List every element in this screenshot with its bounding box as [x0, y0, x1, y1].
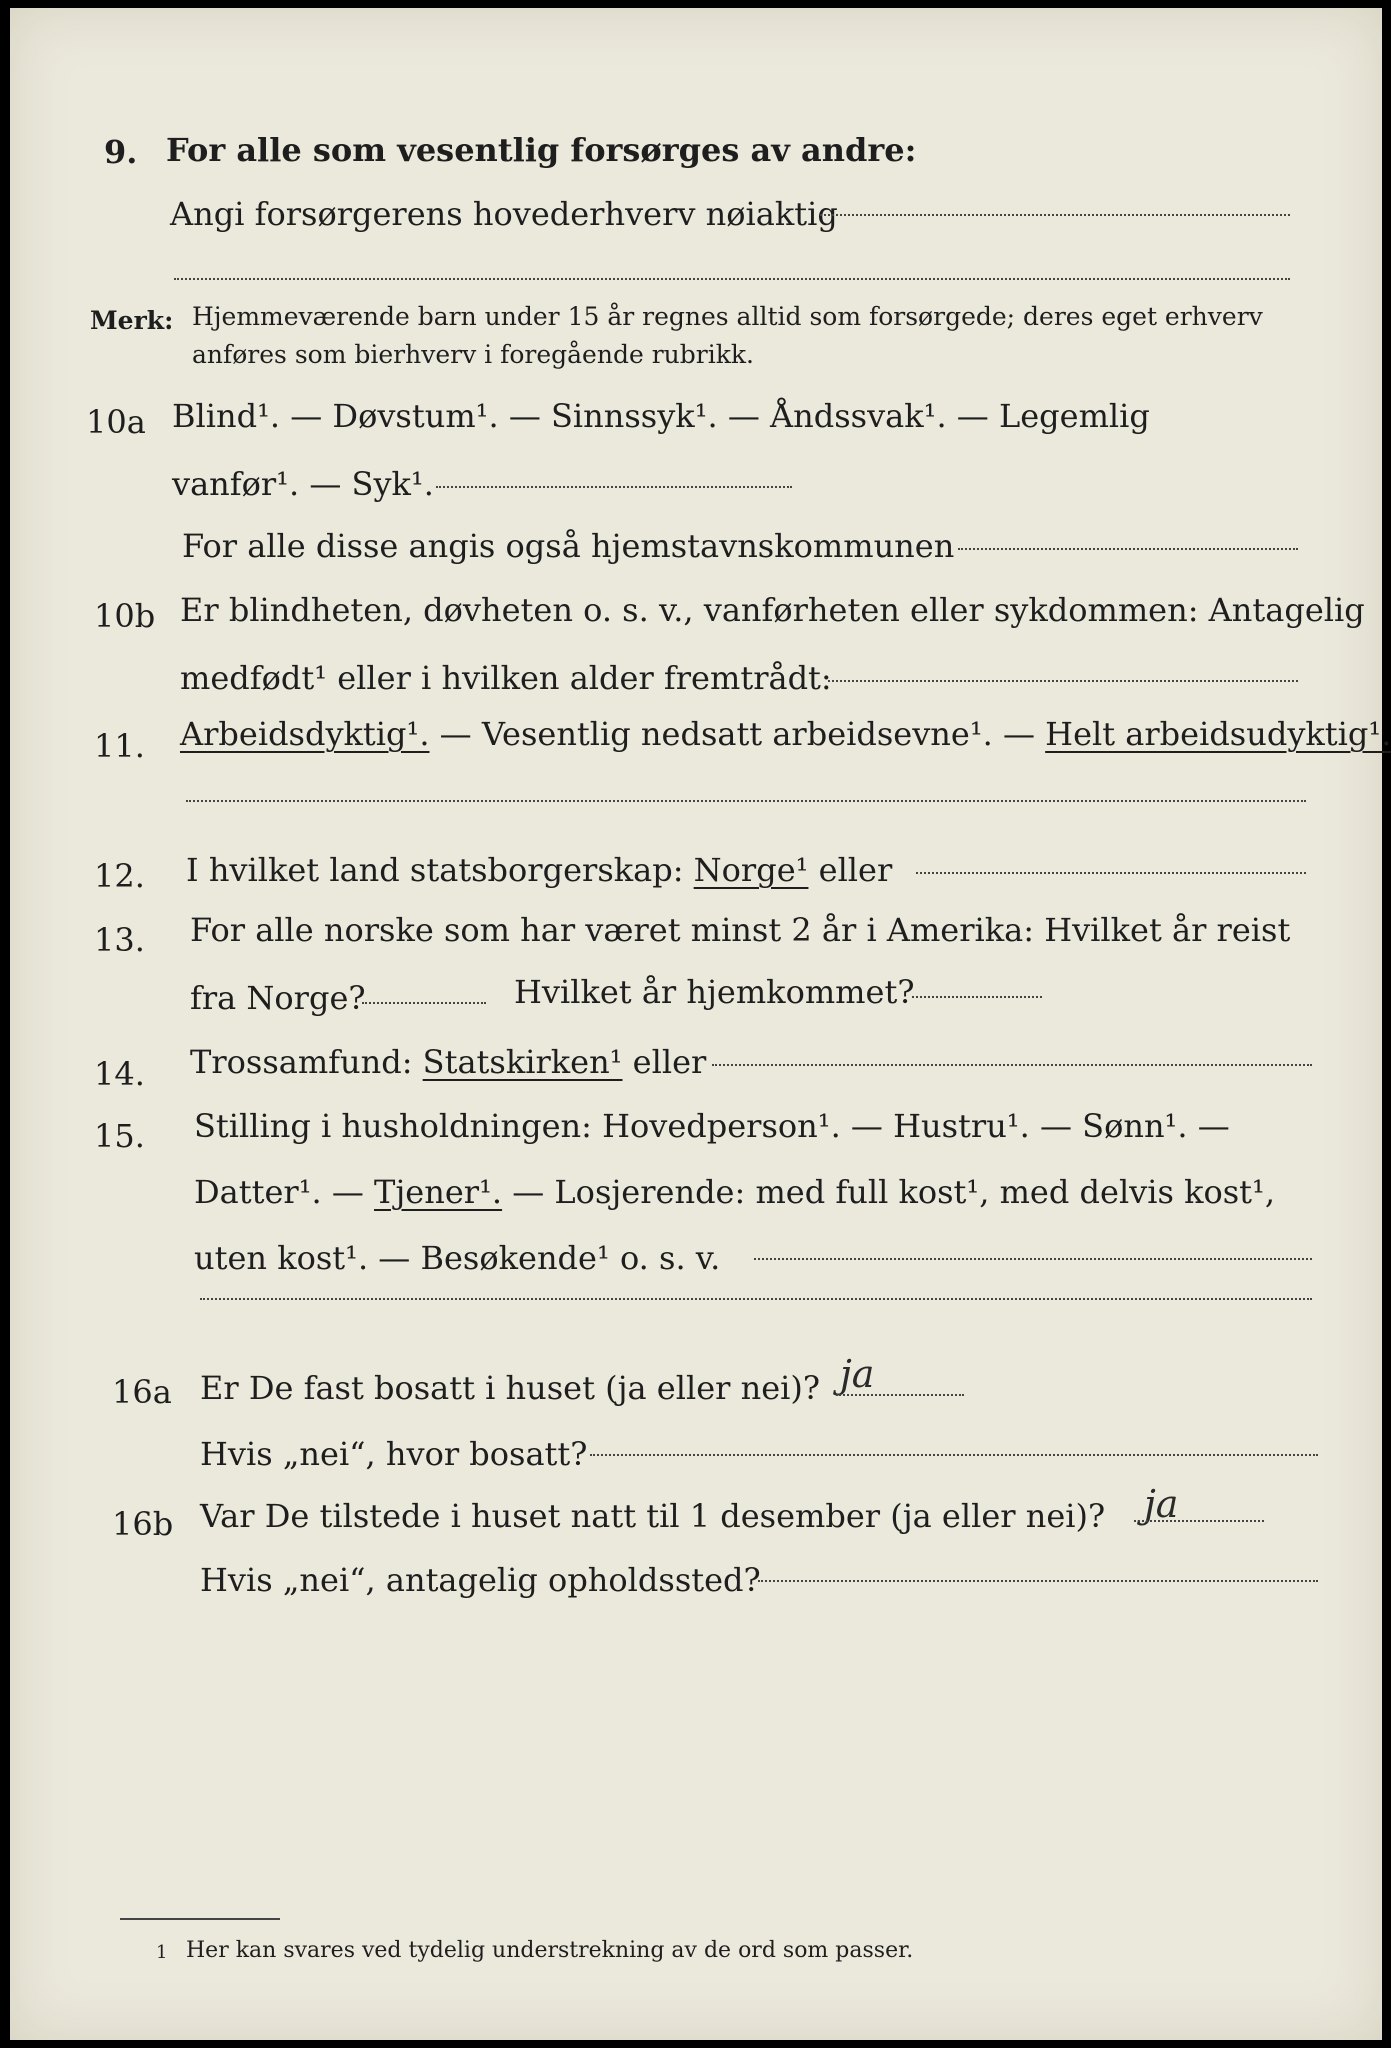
q15-option-datter: Datter¹. —	[194, 1173, 375, 1211]
q15-answer-field[interactable]	[754, 1258, 1312, 1260]
merk-line-1: Hjemmeværende barn under 15 år regnes alltid som forsørgede; deres eget erhverv	[192, 302, 1263, 331]
q9-number: 9.	[104, 133, 138, 171]
q12-eller: eller	[808, 851, 893, 889]
q10a-hjemstavn-field[interactable]	[958, 548, 1298, 550]
q14-question: Trossamfund:	[190, 1043, 423, 1081]
q16b-handwritten-answer: ja	[1144, 1482, 1179, 1526]
q14-answer-field[interactable]	[712, 1064, 1312, 1066]
q12-option-norge: Norge¹	[693, 851, 809, 889]
q11-option-arbeidsdyktig: Arbeidsdyktig¹.	[180, 715, 430, 753]
footnote-text: Her kan svares ved tydelig understrekning av de ord som passer.	[186, 1938, 914, 1963]
q13-line-1: For alle norske som har været minst 2 år i Amerika: Hvilket år reist	[190, 911, 1291, 949]
q16b-number: 16b	[112, 1505, 174, 1543]
q13-hjemkommet-label: Hvilket år hjemkommet?	[514, 973, 915, 1011]
q10a-line-3: For alle disse angis også hjemstavnskommunen	[182, 527, 955, 565]
q10b-number: 10b	[94, 597, 156, 635]
q13-hjemkommet-field[interactable]	[912, 996, 1042, 998]
q11-number: 11.	[94, 727, 145, 765]
q15-number: 15.	[94, 1117, 145, 1155]
q15-line-1: Stilling i husholdningen: Hovedperson¹. — Hustru¹. — Sønn¹. —	[194, 1107, 1230, 1145]
q15-line-3: uten kost¹. — Besøkende¹ o. s. v.	[194, 1239, 721, 1277]
q10b-line-2: medfødt¹ eller i hvilken alder fremtrådt:	[180, 659, 832, 697]
q11-option-nedsatt: — Vesentlig nedsatt arbeidsevne¹. —	[429, 715, 1046, 753]
q13-reist-field[interactable]	[362, 1002, 486, 1004]
q16b-line-1: Var De tilstede i huset natt til 1 desember (ja eller nei)?	[200, 1497, 1106, 1535]
q11-option-udyktig: Helt arbeidsudyktig¹.	[1045, 715, 1391, 753]
q10a-number: 10a	[86, 403, 146, 441]
footnote-mark: 1	[156, 1942, 168, 1963]
q12-line	[186, 851, 893, 889]
q10b-answer-field[interactable]	[828, 680, 1298, 682]
q16b-line-2: Hvis „nei“, antagelig opholdssted?	[200, 1561, 761, 1599]
q16a-number: 16a	[112, 1373, 172, 1411]
q14-line	[190, 1043, 707, 1081]
q14-option-statskirken: Statskirken¹	[422, 1043, 623, 1081]
q15-line-2	[194, 1173, 1276, 1211]
merk-line-2: anføres som bierhverv i foregående rubrikk.	[192, 340, 754, 369]
q16a-handwritten-answer: ja	[840, 1352, 875, 1396]
q9-title: For alle som vesentlig forsørges av andre:	[166, 131, 917, 169]
q16a-line-1: Er De fast bosatt i huset (ja eller nei)?	[200, 1369, 821, 1407]
q13-number: 13.	[94, 921, 145, 959]
q12-question: I hvilket land statsborgerskap:	[186, 851, 694, 889]
q14-number: 14.	[94, 1055, 145, 1093]
q11-line	[180, 715, 1391, 753]
q15-answer-field-2[interactable]	[200, 1298, 1312, 1300]
q10a-line-1: Blind¹. — Døvstum¹. — Sinnssyk¹. — Åndssvak¹. — Legemlig	[172, 397, 1150, 435]
q16a-answer-field[interactable]	[836, 1394, 964, 1396]
q10a-answer-field[interactable]	[436, 486, 792, 488]
q13-reist-label: fra Norge?	[190, 979, 366, 1017]
q9-answer-field-2[interactable]	[174, 278, 1290, 280]
q10a-line-2: vanfør¹. — Syk¹.	[172, 465, 434, 503]
q12-number: 12.	[94, 857, 145, 895]
q10b-line-1: Er blindheten, døvheten o. s. v., vanførheten eller sykdommen: Antagelig	[180, 591, 1365, 629]
census-form-page	[10, 8, 1391, 2040]
q16a-bosatt-field[interactable]	[590, 1454, 1318, 1456]
q15-option-losjerende: — Losjerende: med full kost¹, med delvis kost¹,	[502, 1173, 1276, 1211]
q14-eller: eller	[622, 1043, 707, 1081]
q16a-line-2: Hvis „nei“, hvor bosatt?	[200, 1435, 588, 1473]
q9-line: Angi forsørgerens hovederhverv nøiaktig	[170, 195, 838, 233]
footnote-rule	[120, 1918, 280, 1920]
q16b-answer-field[interactable]	[1134, 1520, 1264, 1522]
q15-option-tjener: Tjener¹.	[374, 1173, 503, 1211]
merk-label: Merk:	[90, 306, 174, 335]
q11-answer-field[interactable]	[186, 800, 1306, 802]
q12-answer-field[interactable]	[916, 872, 1306, 874]
q16b-opholdssted-field[interactable]	[758, 1580, 1318, 1582]
q9-answer-field[interactable]	[820, 214, 1290, 216]
